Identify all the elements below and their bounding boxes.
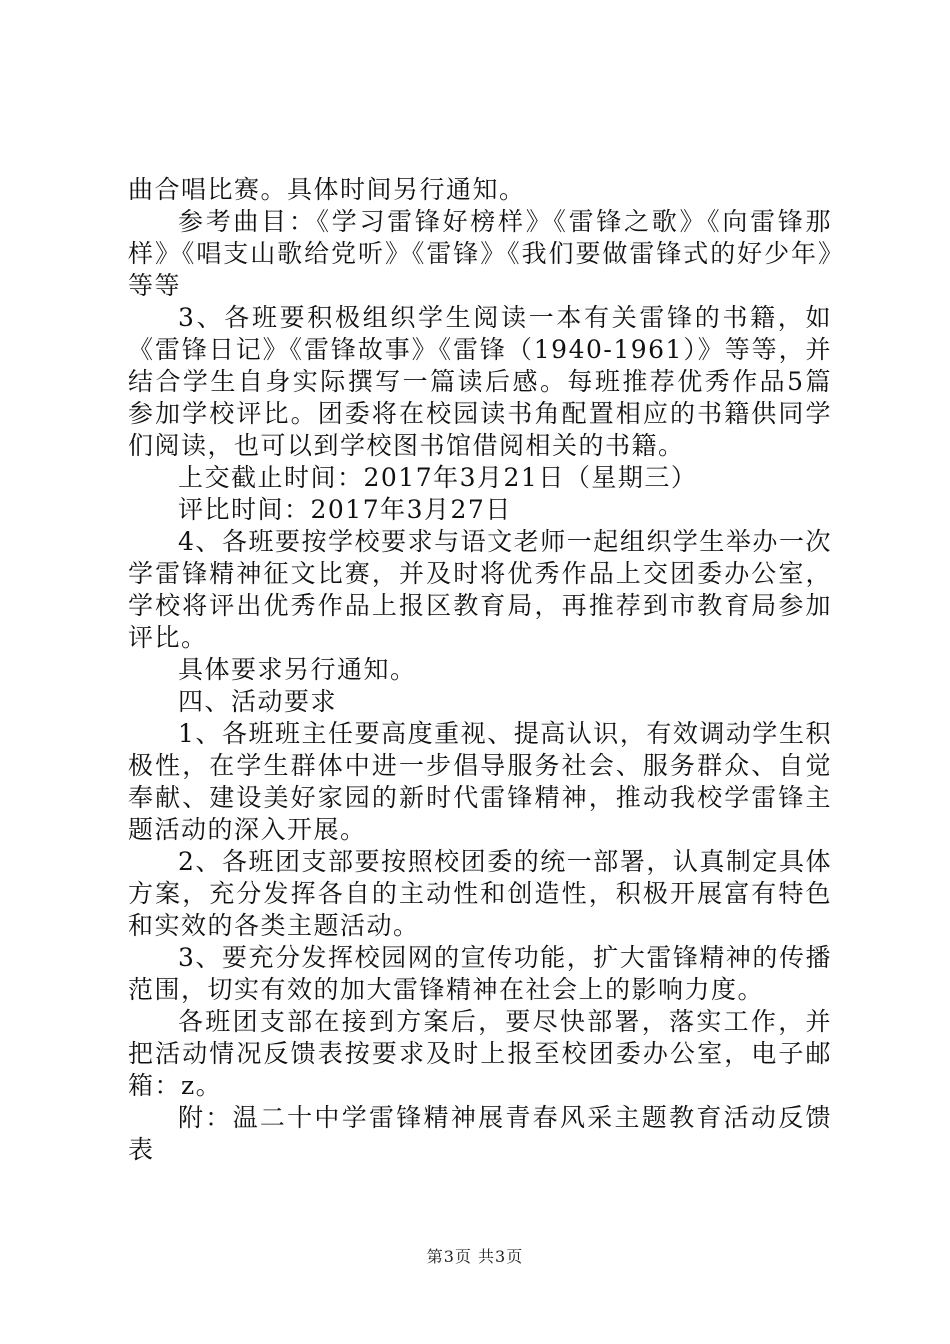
- section-heading-requirements: 四、活动要求: [178, 687, 338, 716]
- paragraph-reference-songs: 参考曲目：《学习雷锋好榜样》《雷锋之歌》《向雷锋那样》《唱支山歌给党听》《雷锋》《我们要做雷锋式的好少年》等等: [128, 207, 832, 300]
- paragraph-requirement-2: 2、各班团支部要按照校团委的统一部署，认真制定具体方案，充分发挥各自的主动性和创造性，积极开展富有特色和实效的各类主题活动。: [128, 847, 832, 940]
- paragraph-feedback-instructions: 各班团支部在接到方案后，要尽快部署，落实工作，并把活动情况反馈表按要求及时上报至校团委办公室，电子邮箱：z。: [128, 1007, 832, 1100]
- paragraph-attachment: 附：温二十中学雷锋精神展青春风采主题教育活动反馈表: [128, 1103, 832, 1164]
- paragraph-requirement-1: 1、各班班主任要高度重视、提高认识，有效调动学生积极性，在学生群体中进一步倡导服务社会、服务群众、自觉奉献、建设美好家园的新时代雷锋精神，推动我校学雷锋主题活动的深入开展。: [128, 719, 832, 844]
- paragraph-details-notice: 具体要求另行通知。: [178, 655, 417, 684]
- document-body: [128, 174, 832, 1166]
- paragraph-requirement-3: 3、要充分发挥校园网的宣传功能，扩大雷锋精神的传播范围，切实有效的加大雷锋精神在社会上的影响力度。: [128, 943, 832, 1004]
- paragraph-submission-deadline: 上交截止时间：2017年3月21日（星期三）: [178, 463, 698, 492]
- page-number-footer: 第3页 共3页: [426, 1247, 524, 1266]
- paragraph-essay-contest: 4、各班要按学校要求与语文老师一起组织学生举办一次学雷锋精神征文比赛，并及时将优秀作品上交团委办公室，学校将评出优秀作品上报区教育局，再推荐到市教育局参加评比。: [128, 527, 832, 652]
- paragraph-evaluation-date: 评比时间：2017年3月27日: [178, 495, 512, 524]
- paragraph-reading-activity: 3、各班要积极组织学生阅读一本有关雷锋的书籍，如《雷锋日记》《雷锋故事》《雷锋（1940-1961）》等等，并结合学生自身实际撰写一篇读后感。每班推荐优秀作品5篇参加学校评比。团委将在校园读书角配置相应的书籍供同学们阅读，也可以到学校图书馆借阅相关的书籍。: [128, 303, 832, 460]
- paragraph-song-contest-notice: 曲合唱比赛。具体时间另行通知。: [128, 175, 526, 204]
